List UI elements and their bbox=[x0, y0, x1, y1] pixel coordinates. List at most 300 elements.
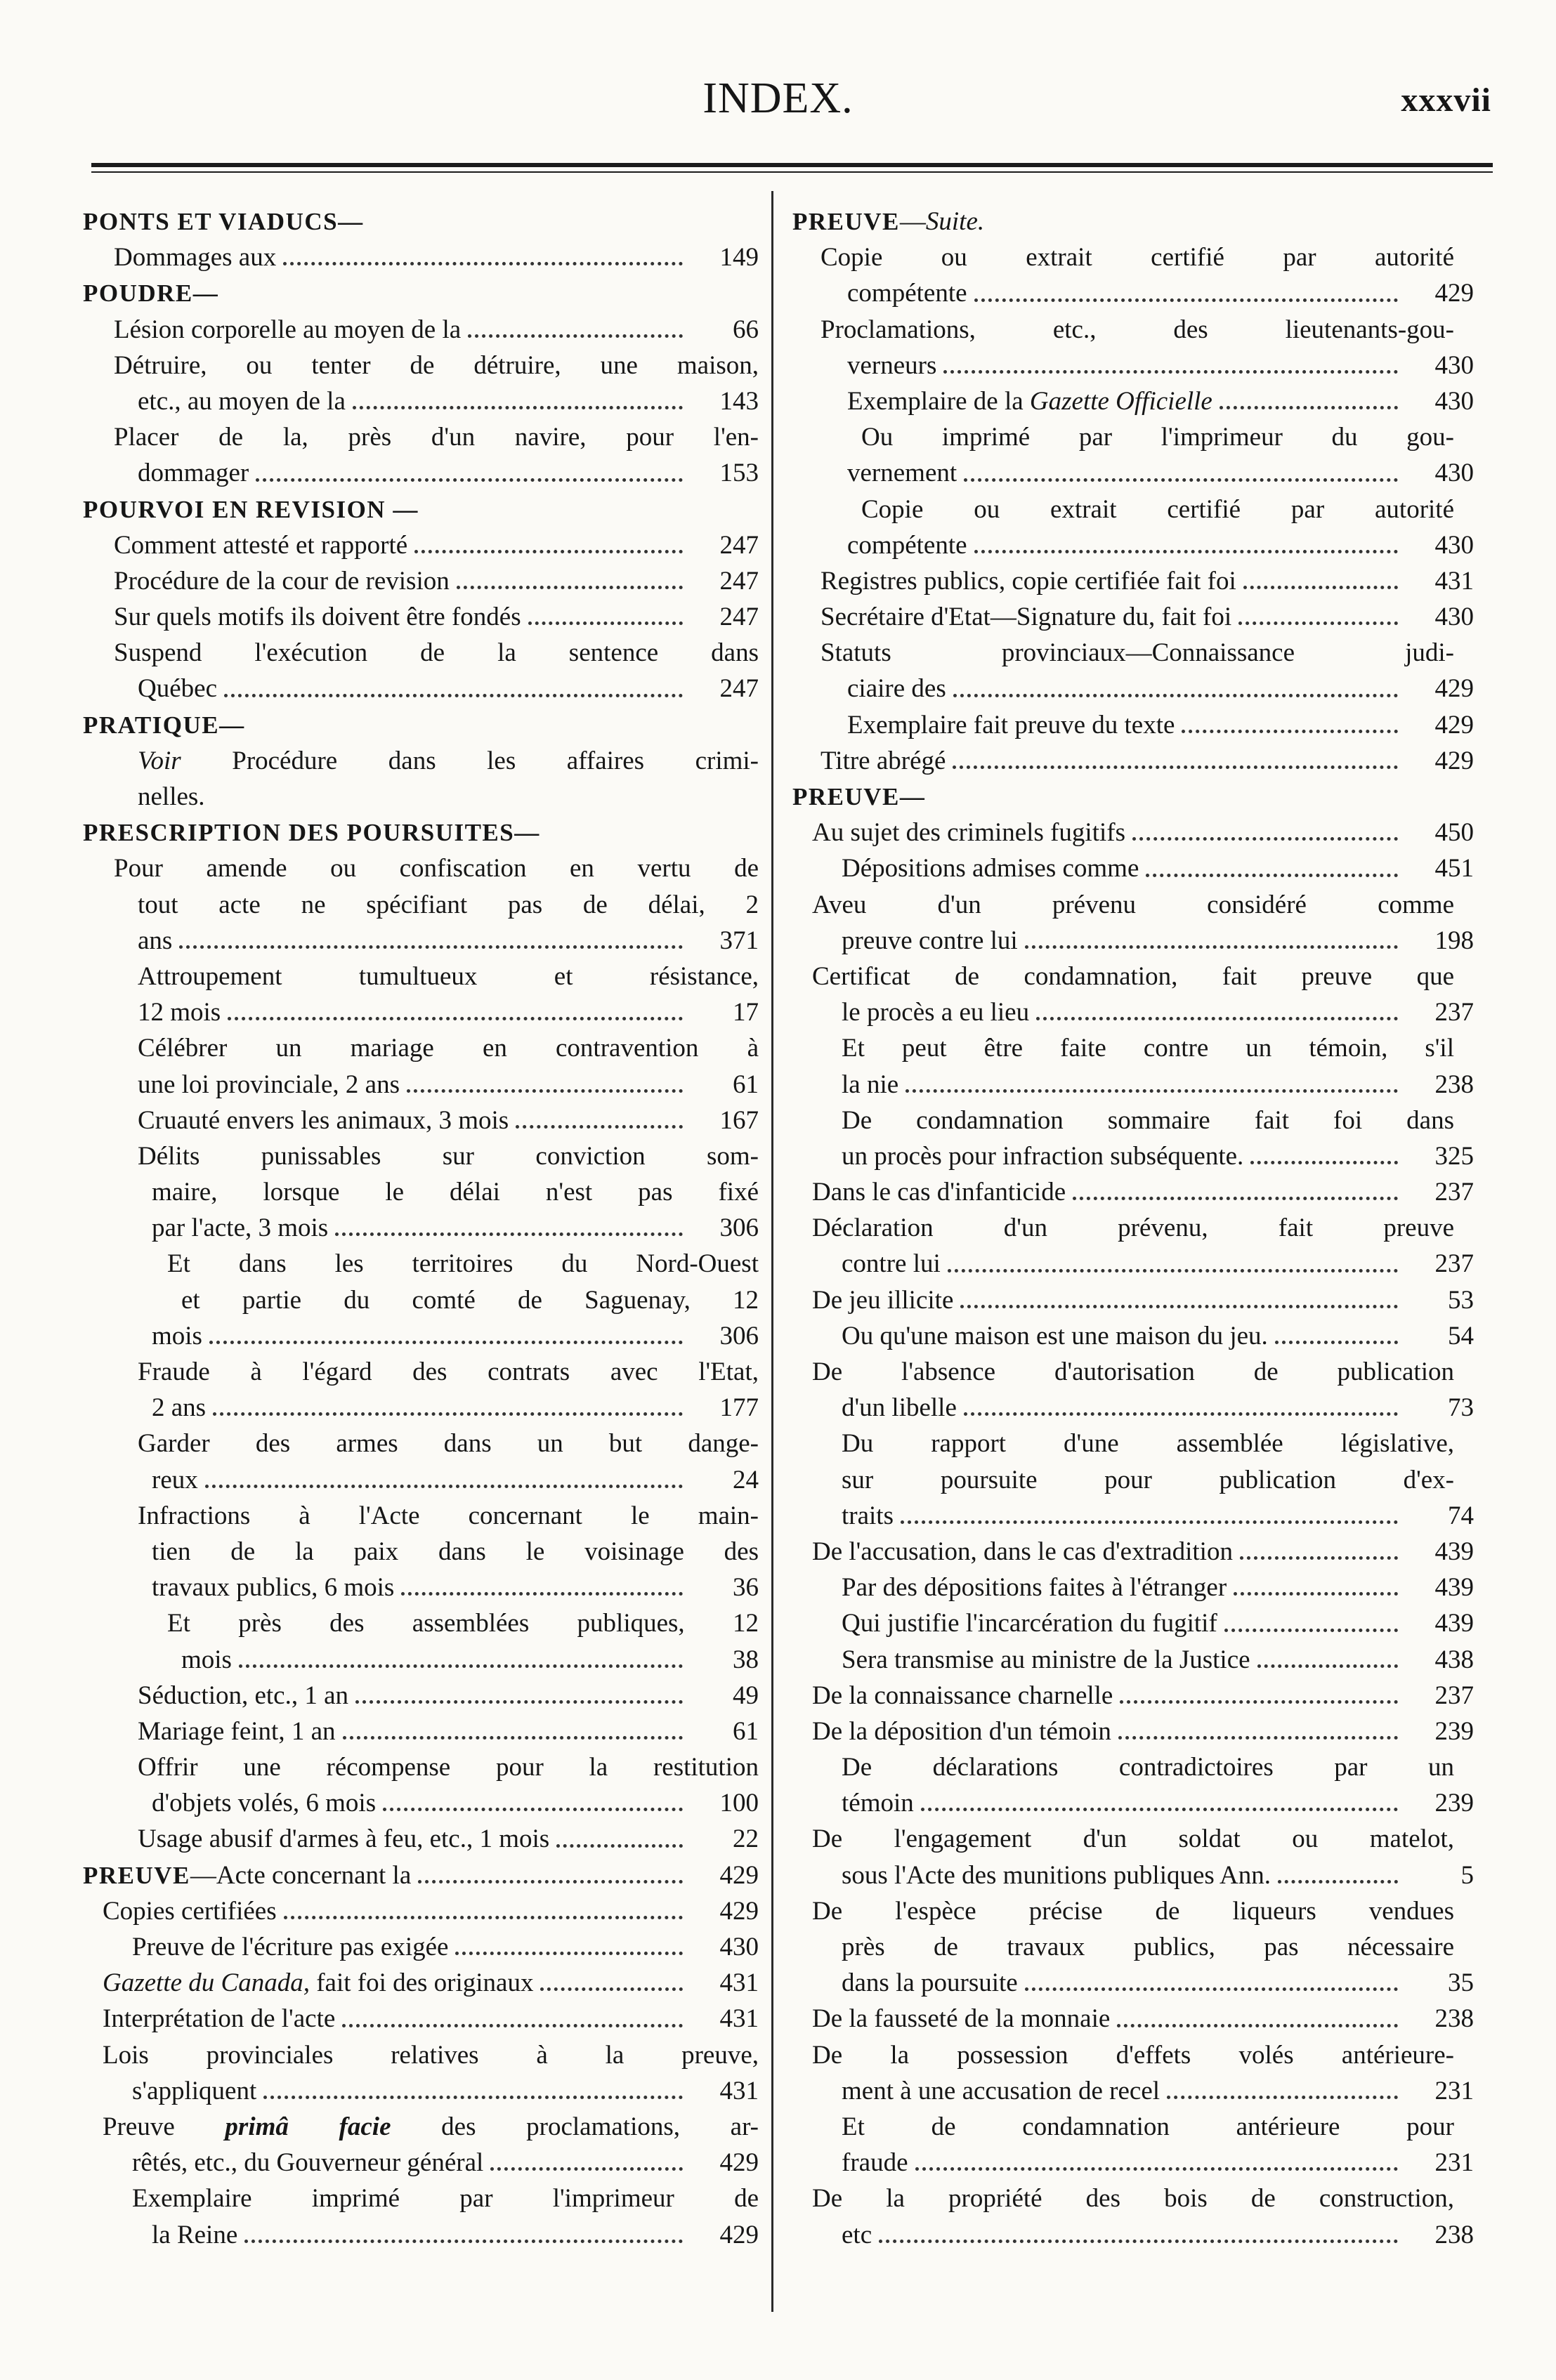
entry-label: Sur quels motifs ils doivent être fondés bbox=[114, 603, 521, 632]
page-ref: 231 bbox=[1434, 2076, 1474, 2105]
index-entry bbox=[792, 1067, 1474, 1103]
header-rule-thin bbox=[91, 171, 1493, 173]
entry-label: — bbox=[899, 207, 926, 236]
entry-text bbox=[138, 1426, 759, 1461]
entry-text bbox=[812, 1282, 953, 1318]
entry-text bbox=[812, 2181, 1454, 2216]
entry-text bbox=[847, 383, 1212, 419]
entry-text bbox=[847, 455, 957, 491]
entry-label: Célébrer un mariage en contravention à bbox=[138, 1034, 759, 1063]
index-entry bbox=[792, 1318, 1474, 1354]
index-entry bbox=[83, 1893, 759, 1929]
leader-dots bbox=[213, 1412, 683, 1416]
index-entry bbox=[83, 1138, 759, 1174]
entry-label: Et de condamnation antérieure pour bbox=[842, 2112, 1454, 2141]
index-entry bbox=[83, 2145, 759, 2181]
entry-text bbox=[103, 2001, 335, 2037]
bold-italic-term: primâ facie bbox=[225, 2112, 391, 2141]
italic-title: Gazette Officielle bbox=[1029, 386, 1212, 416]
entry-label: Et dans les territoires du Nord-Ouest bbox=[167, 1249, 759, 1279]
entry-text bbox=[812, 1174, 1066, 1210]
page-ref: 239 bbox=[1434, 1716, 1474, 1746]
index-entry bbox=[83, 1174, 759, 1210]
page-ref: 237 bbox=[1434, 998, 1474, 1027]
index-heading bbox=[83, 275, 759, 311]
entry-text bbox=[138, 923, 172, 959]
index-entry bbox=[792, 1570, 1474, 1605]
entry-label: Usage abusif d'armes à feu, etc., 1 mois bbox=[138, 1825, 550, 1854]
entry-text bbox=[842, 1858, 1271, 1893]
index-entry bbox=[83, 455, 759, 491]
entry-text bbox=[114, 348, 759, 383]
page-ref: 247 bbox=[719, 674, 759, 704]
entry-label: Secrétaire d'Etat—Signature du, fait foi bbox=[821, 603, 1232, 632]
leader-dots bbox=[943, 370, 1398, 374]
leader-dots bbox=[1120, 1700, 1398, 1704]
leader-dots bbox=[1224, 1629, 1398, 1632]
entry-label: PREUVE— bbox=[792, 783, 926, 810]
entry-label: Détruire, ou tenter de détruire, une maison, bbox=[114, 350, 759, 380]
right-column bbox=[792, 204, 1474, 2253]
page-ref: 100 bbox=[719, 1789, 759, 1818]
entry-text bbox=[83, 815, 540, 850]
column-divider bbox=[771, 191, 773, 2312]
page-ref: 247 bbox=[719, 566, 759, 596]
entry-label: Séduction, etc., 1 an bbox=[138, 1681, 349, 1710]
leader-dots bbox=[455, 1952, 683, 1955]
page-ref: 38 bbox=[733, 1645, 759, 1674]
index-entry bbox=[792, 419, 1474, 455]
entry-text bbox=[138, 1498, 759, 1534]
entry-label: Mariage feint, 1 an bbox=[138, 1716, 336, 1746]
entry-label: fraude bbox=[842, 2148, 908, 2178]
entry-label: Par des dépositions faites à l'étranger bbox=[842, 1573, 1227, 1603]
index-entry bbox=[83, 923, 759, 959]
leader-dots bbox=[901, 1520, 1398, 1524]
entry-label: PRATIQUE— bbox=[83, 711, 245, 739]
leader-dots bbox=[953, 765, 1398, 769]
index-entry bbox=[792, 1030, 1474, 1066]
entry-text bbox=[114, 635, 759, 671]
index-entry bbox=[792, 599, 1474, 635]
index-entry bbox=[83, 850, 759, 886]
entry-label: par l'acte, 3 mois bbox=[152, 1214, 329, 1243]
page-ref: 53 bbox=[1448, 1285, 1474, 1315]
entry-label: Dépositions admises comme bbox=[842, 854, 1139, 883]
leader-dots bbox=[335, 1232, 683, 1236]
entry-text bbox=[842, 1246, 941, 1282]
entry-text bbox=[842, 1929, 1454, 1965]
entry-text bbox=[138, 1103, 509, 1138]
entry-label: Ou imprimé par l'imprimeur du gou- bbox=[861, 423, 1454, 452]
page-ref: 431 bbox=[719, 1968, 759, 1998]
index-entry bbox=[792, 1390, 1474, 1426]
entry-label: nelles. bbox=[138, 782, 205, 811]
entry-text bbox=[181, 1282, 759, 1318]
entry-label: reux bbox=[152, 1465, 198, 1494]
entry-text bbox=[842, 2217, 872, 2253]
left-column bbox=[83, 204, 759, 2253]
page-ref: 61 bbox=[733, 1716, 759, 1746]
index-entry bbox=[792, 743, 1474, 779]
page-ref: 36 bbox=[733, 1573, 759, 1603]
index-entry bbox=[83, 779, 759, 815]
index-entry bbox=[792, 635, 1474, 671]
entry-label: Exemplaire imprimé par l'imprimeur de bbox=[132, 2184, 759, 2214]
entry-text bbox=[842, 2109, 1454, 2145]
leader-dots bbox=[1025, 945, 1398, 949]
page-ref: 22 bbox=[733, 1825, 759, 1854]
page-ref: 61 bbox=[733, 1070, 759, 1099]
index-entry bbox=[83, 1749, 759, 1785]
page-ref: 439 bbox=[1434, 1609, 1474, 1638]
entry-label: De la déposition d'un témoin bbox=[812, 1716, 1111, 1746]
entry-label: le procès a eu lieu bbox=[842, 998, 1030, 1027]
entry-label: Placer de la, près d'un navire, pour l'en- bbox=[114, 423, 759, 452]
entry-text bbox=[842, 1570, 1227, 1605]
page-ref: 429 bbox=[1434, 746, 1474, 775]
page-ref: 49 bbox=[733, 1681, 759, 1710]
index-entry bbox=[792, 348, 1474, 383]
entry-label: la nie bbox=[842, 1070, 899, 1099]
index-entry bbox=[83, 599, 759, 635]
leader-dots bbox=[1025, 1987, 1398, 1991]
page-ref: 54 bbox=[1448, 1321, 1474, 1350]
entry-text bbox=[138, 1354, 759, 1390]
entry-label: maire, lorsque le délai n'est pas fixé bbox=[152, 1178, 759, 1207]
index-entry bbox=[83, 563, 759, 599]
index-entry bbox=[792, 1498, 1474, 1534]
leader-dots bbox=[284, 1916, 683, 1919]
index-entry bbox=[792, 1678, 1474, 1714]
leader-dots bbox=[414, 550, 683, 553]
entry-label: témoin bbox=[842, 1789, 914, 1818]
entry-label: près de travaux publics, pas nécessaire bbox=[842, 1933, 1454, 1961]
entry-text bbox=[842, 1642, 1250, 1678]
page-ref: 429 bbox=[1434, 710, 1474, 739]
entry-label: tout acte ne spécifiant pas de délai, 2 bbox=[138, 890, 759, 919]
index-entry bbox=[792, 1965, 1474, 2001]
index-heading bbox=[792, 779, 1474, 815]
entry-text bbox=[812, 1821, 1454, 1857]
entry-label: sous l'Acte des munitions publiques Ann. bbox=[842, 1860, 1271, 1890]
index-entry bbox=[83, 1965, 759, 2001]
page-ref: 237 bbox=[1434, 1178, 1474, 1207]
entry-text bbox=[152, 1462, 198, 1498]
index-entry bbox=[83, 527, 759, 563]
leader-dots bbox=[490, 2167, 683, 2171]
entry-text bbox=[83, 1858, 411, 1893]
leader-dots bbox=[256, 478, 683, 482]
entry-text bbox=[138, 383, 346, 419]
index-entry bbox=[83, 1714, 759, 1749]
entry-label: un procès pour infraction subséquente. bbox=[842, 1141, 1244, 1171]
leader-dots bbox=[1073, 1197, 1398, 1200]
page-ref: 429 bbox=[1434, 674, 1474, 704]
entry-text bbox=[152, 1318, 202, 1354]
page-ref: 450 bbox=[1434, 818, 1474, 848]
leader-dots bbox=[1118, 1736, 1398, 1740]
entry-text bbox=[138, 671, 217, 706]
page-ref: 438 bbox=[1434, 1645, 1474, 1674]
index-entry bbox=[83, 383, 759, 419]
leader-dots bbox=[879, 2240, 1398, 2243]
index-entry bbox=[83, 312, 759, 348]
entry-text bbox=[812, 1678, 1113, 1714]
entry-text bbox=[114, 599, 521, 635]
italic-suffix: Suite. bbox=[925, 207, 985, 236]
entry-text bbox=[152, 1570, 394, 1605]
entry-label: contre lui bbox=[842, 1249, 941, 1279]
entry-text bbox=[138, 1067, 400, 1103]
index-entry bbox=[792, 1354, 1474, 1390]
entry-text bbox=[821, 563, 1236, 599]
page-ref: 237 bbox=[1434, 1681, 1474, 1710]
index-entry bbox=[792, 2217, 1474, 2253]
leader-dots bbox=[528, 622, 683, 625]
entry-label: Exemplaire fait preuve du texte bbox=[847, 710, 1175, 739]
leader-dots bbox=[960, 1305, 1398, 1308]
entry-text bbox=[812, 1354, 1454, 1390]
leader-dots bbox=[1238, 622, 1398, 625]
entry-label: Cruauté envers les animaux, 3 mois bbox=[138, 1105, 509, 1135]
entry-text bbox=[842, 1965, 1018, 2001]
entry-text bbox=[152, 1174, 759, 1210]
entry-label: ment à une accusation de recel bbox=[842, 2076, 1161, 2105]
entry-label: traits bbox=[842, 1501, 894, 1530]
index-entry bbox=[83, 1821, 759, 1857]
index-heading bbox=[83, 492, 759, 527]
entry-text bbox=[103, 2109, 759, 2145]
entry-label: De déclarations contradictoires par un bbox=[842, 1753, 1454, 1782]
entry-text bbox=[842, 2073, 1160, 2109]
leader-dots bbox=[1250, 1161, 1398, 1164]
entry-text bbox=[103, 1965, 533, 2001]
leader-dots bbox=[1220, 406, 1398, 409]
entry-text bbox=[842, 1462, 1454, 1498]
index-entry bbox=[83, 2037, 759, 2073]
entry-label: Du rapport d'une assemblée législative, bbox=[842, 1429, 1454, 1459]
entry-text bbox=[114, 312, 461, 348]
entry-text bbox=[167, 1246, 759, 1282]
leader-dots bbox=[457, 586, 683, 589]
entry-text bbox=[114, 527, 407, 563]
index-heading bbox=[83, 815, 759, 850]
index-entry bbox=[792, 1714, 1474, 1749]
page-ref: 24 bbox=[733, 1465, 759, 1494]
entry-text bbox=[842, 1785, 914, 1821]
entry-text bbox=[138, 959, 759, 994]
entry-text bbox=[812, 815, 1125, 850]
index-entry bbox=[792, 527, 1474, 563]
page-ref: 153 bbox=[719, 459, 759, 488]
leader-dots bbox=[179, 945, 683, 949]
index-entry bbox=[83, 2073, 759, 2109]
entry-text bbox=[842, 1390, 957, 1426]
entry-text bbox=[132, 2181, 759, 2216]
leader-dots bbox=[283, 262, 683, 265]
leader-dots bbox=[1278, 1880, 1398, 1883]
entry-text bbox=[842, 994, 1029, 1030]
entry-text bbox=[847, 671, 946, 706]
index-entry bbox=[83, 2217, 759, 2253]
entry-text bbox=[181, 1642, 232, 1678]
index-entry bbox=[792, 1103, 1474, 1138]
index-entry bbox=[83, 994, 759, 1030]
leader-dots bbox=[906, 1089, 1398, 1093]
entry-text bbox=[114, 239, 276, 275]
entry-label: mois bbox=[181, 1645, 232, 1674]
entry-text bbox=[132, 2073, 256, 2109]
entry-label: mois bbox=[152, 1321, 202, 1350]
leader-dots bbox=[407, 1089, 683, 1093]
entry-label: 12 mois bbox=[138, 998, 221, 1027]
entry-label: Infractions à l'Acte concernant le main- bbox=[138, 1501, 759, 1530]
entry-label: Lésion corporelle au moyen de la bbox=[114, 315, 462, 344]
leader-dots bbox=[228, 1017, 683, 1020]
entry-text bbox=[847, 348, 936, 383]
entry-text bbox=[167, 1605, 759, 1641]
entry-label: Au sujet des criminels fugitifs bbox=[812, 818, 1125, 848]
index-entry bbox=[83, 1426, 759, 1461]
entry-label: preuve contre lui bbox=[842, 926, 1018, 955]
entry-text bbox=[861, 419, 1454, 455]
leader-dots bbox=[209, 1341, 683, 1344]
entry-text bbox=[152, 1210, 328, 1246]
index-entry bbox=[792, 1174, 1474, 1210]
page-ref: 239 bbox=[1434, 1789, 1474, 1818]
entry-text bbox=[821, 743, 946, 779]
page-ref: 5 bbox=[1460, 1860, 1474, 1890]
entry-text bbox=[114, 850, 759, 886]
entry-text bbox=[847, 527, 967, 563]
entry-label: Et près des assemblées publiques, 12 bbox=[167, 1609, 759, 1638]
entry-label: Procédure de la cour de revision bbox=[114, 566, 450, 596]
page-ref: 325 bbox=[1434, 1141, 1474, 1171]
index-entry bbox=[83, 1462, 759, 1498]
index-entry bbox=[792, 671, 1474, 706]
entry-label: Aveu d'un prévenu considéré comme bbox=[812, 890, 1454, 919]
index-entry bbox=[83, 1858, 759, 1893]
entry-text bbox=[792, 779, 925, 815]
entry-label: Copie ou extrait certifié par autorité bbox=[861, 494, 1454, 524]
entry-label: De l'accusation, dans le cas d'extradition bbox=[812, 1537, 1233, 1566]
entry-label: fait foi des originaux bbox=[309, 1968, 534, 1998]
entry-label: compétente bbox=[847, 279, 967, 308]
leader-dots bbox=[516, 1125, 683, 1129]
page-ref: 238 bbox=[1434, 2004, 1474, 2034]
entry-text bbox=[83, 275, 218, 311]
entry-label: dommager bbox=[138, 459, 249, 488]
entry-label: Dans le cas d'infanticide bbox=[812, 1178, 1066, 1207]
entry-label: Ou qu'une maison est une maison du jeu. bbox=[842, 1321, 1268, 1350]
entry-label: Certificat de condamnation, fait preuve que bbox=[812, 961, 1454, 991]
index-entry bbox=[792, 2145, 1474, 2181]
entry-text bbox=[83, 707, 245, 743]
entry-label: De la possession d'effets volés antérieure- bbox=[812, 2040, 1454, 2070]
entry-text bbox=[812, 2037, 1454, 2073]
entry-label: Déclaration d'un prévenu, fait preuve bbox=[812, 1214, 1454, 1243]
index-entry bbox=[792, 1858, 1474, 1893]
page-ref: 430 bbox=[1434, 603, 1474, 632]
entry-text bbox=[842, 850, 1139, 886]
page-ref: 17 bbox=[733, 998, 759, 1027]
entry-text bbox=[138, 1821, 549, 1857]
index-entry bbox=[83, 1390, 759, 1426]
entry-label: dans la poursuite bbox=[842, 1968, 1018, 1998]
index-entry bbox=[83, 743, 759, 779]
index-entry bbox=[83, 1246, 759, 1282]
entry-text bbox=[812, 1210, 1454, 1246]
index-entry bbox=[792, 1605, 1474, 1641]
page-ref: 73 bbox=[1448, 1393, 1474, 1423]
entry-text bbox=[138, 1030, 759, 1066]
index-entry bbox=[792, 850, 1474, 886]
entry-text bbox=[842, 1426, 1454, 1461]
index-entry bbox=[792, 455, 1474, 491]
leader-dots bbox=[964, 1412, 1398, 1416]
leader-dots bbox=[263, 2096, 683, 2099]
index-entry bbox=[83, 1030, 759, 1066]
page-ref: 306 bbox=[719, 1214, 759, 1243]
entry-label: 2 ans bbox=[152, 1393, 207, 1423]
index-entry bbox=[83, 1103, 759, 1138]
leader-dots bbox=[239, 1664, 683, 1668]
entry-text bbox=[792, 204, 984, 239]
entry-label: tien de la paix dans le voisinage des bbox=[152, 1537, 759, 1566]
entry-label: d'un libelle bbox=[842, 1393, 957, 1423]
entry-text bbox=[812, 887, 1454, 923]
entry-label: s'appliquent bbox=[132, 2076, 257, 2105]
entry-text bbox=[842, 1103, 1454, 1138]
index-entry bbox=[792, 923, 1474, 959]
page-ref: 429 bbox=[1434, 279, 1474, 308]
leader-dots bbox=[353, 406, 683, 409]
index-entry bbox=[792, 815, 1474, 850]
page-title: INDEX. bbox=[702, 74, 854, 122]
leader-dots bbox=[1167, 2096, 1398, 2099]
index-entry bbox=[792, 2001, 1474, 2037]
index-entry bbox=[83, 2109, 759, 2145]
entry-label: Dommages aux bbox=[114, 243, 277, 272]
index-entry bbox=[792, 2109, 1474, 2145]
index-entry bbox=[83, 1318, 759, 1354]
entry-label: Procédure dans les affaires crimi- bbox=[181, 746, 759, 775]
leader-dots bbox=[343, 1736, 684, 1740]
entry-label: verneurs bbox=[847, 350, 937, 380]
index-entry bbox=[792, 239, 1474, 275]
entry-text bbox=[132, 2145, 483, 2181]
index-entry bbox=[83, 1534, 759, 1570]
entry-label: Et peut être faite contre un témoin, s'il bbox=[842, 1034, 1454, 1063]
index-entry bbox=[792, 1929, 1474, 1965]
entry-label: Québec bbox=[138, 674, 217, 704]
page-ref: 143 bbox=[719, 386, 759, 416]
index-entry bbox=[83, 239, 759, 275]
entry-text bbox=[103, 1893, 277, 1929]
index-entry bbox=[83, 1282, 759, 1318]
entry-label: De la fausseté de la monnaie bbox=[812, 2004, 1111, 2034]
index-entry bbox=[792, 1282, 1474, 1318]
entry-text bbox=[842, 923, 1018, 959]
entry-text bbox=[132, 1929, 448, 1965]
leader-dots bbox=[244, 2240, 683, 2243]
index-entry bbox=[83, 2001, 759, 2037]
index-entry bbox=[83, 1354, 759, 1390]
entry-text bbox=[812, 2001, 1110, 2037]
entry-text bbox=[152, 2217, 237, 2253]
index-entry bbox=[792, 275, 1474, 311]
